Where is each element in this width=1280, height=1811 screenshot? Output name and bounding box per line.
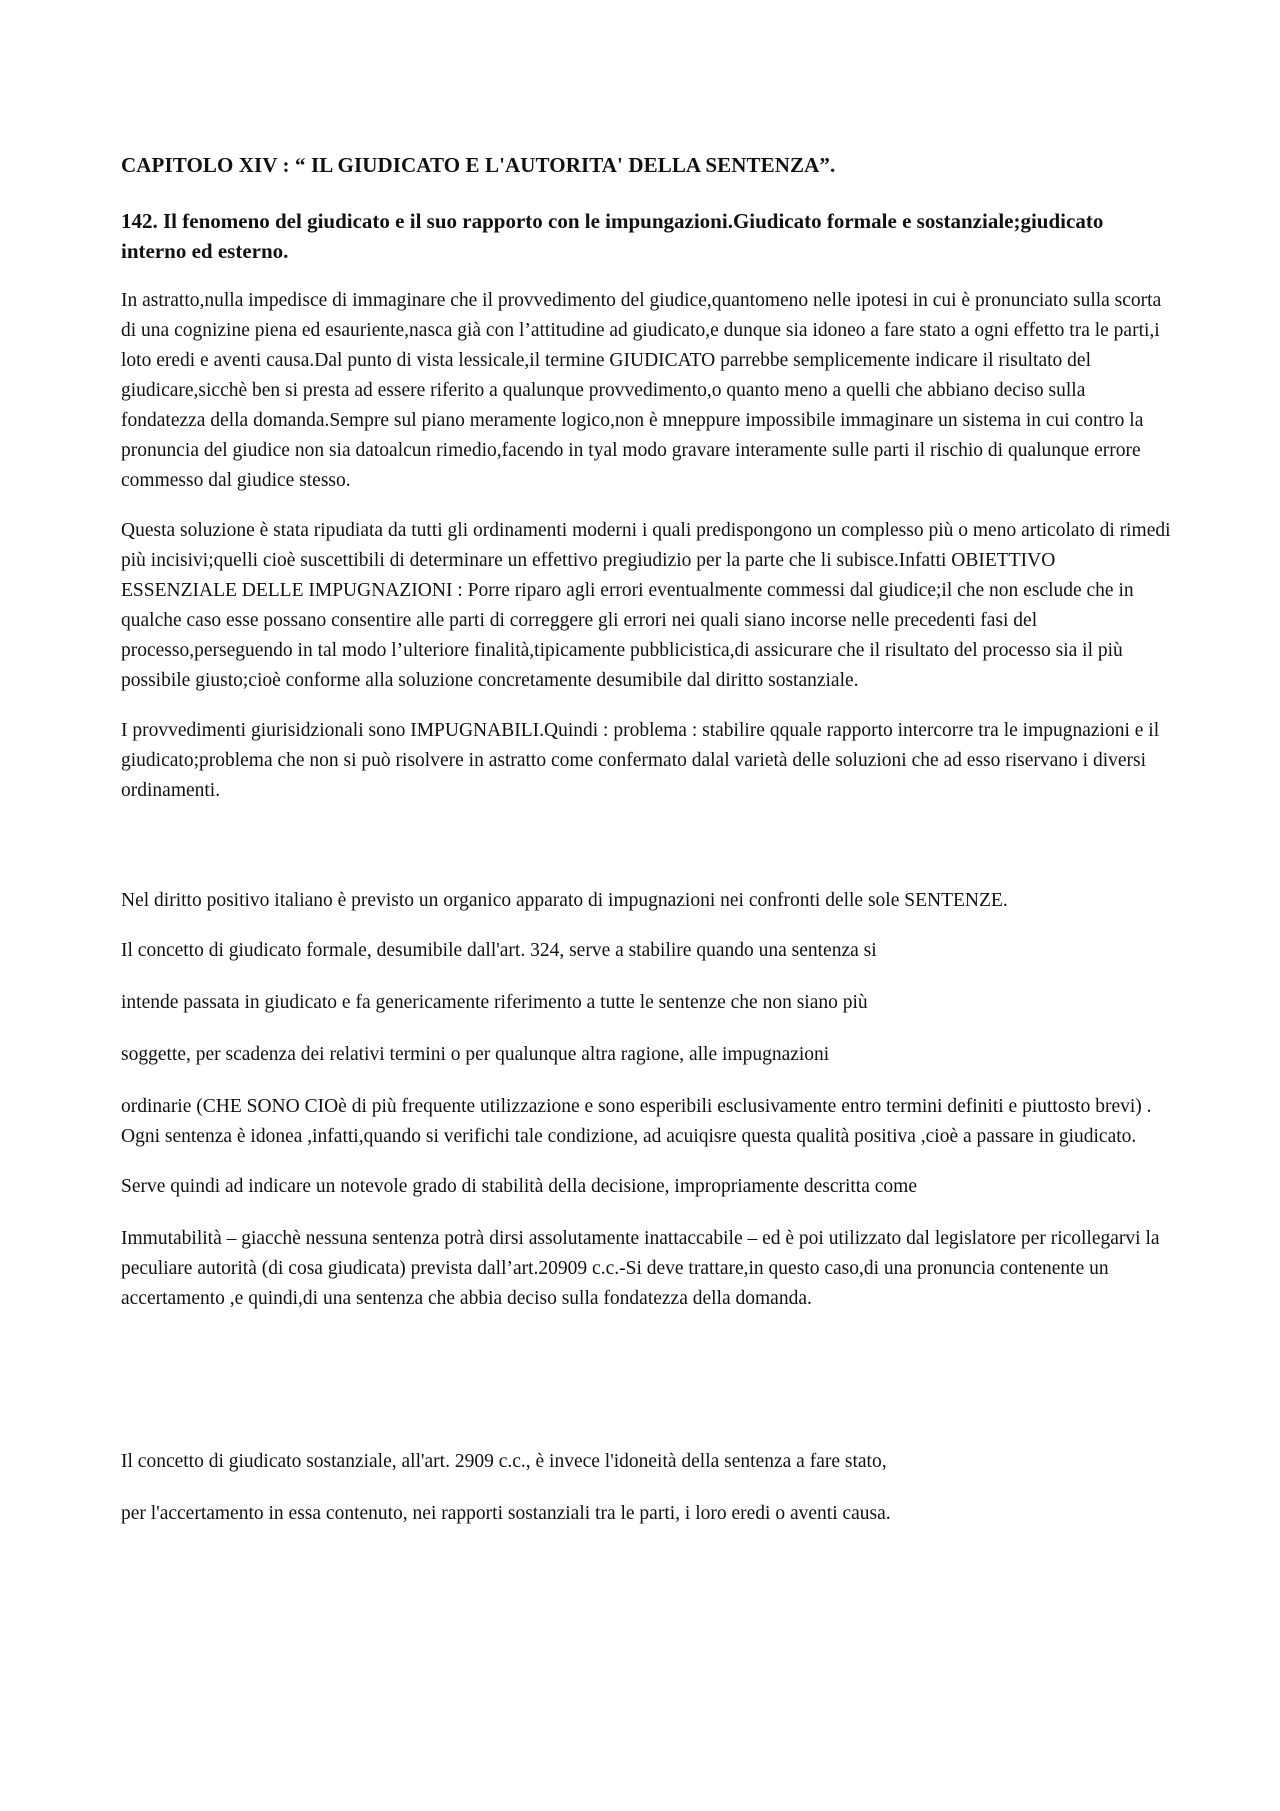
paragraph: intende passata in giudicato e fa genericamente riferimento a tutte le sentenze che non siano più	[121, 992, 868, 1013]
paragraph: Il concetto di giudicato formale, desumibile dall'art. 324, serve a stabilire quando una sentenza si	[121, 940, 877, 961]
paragraph: Serve quindi ad indicare un notevole grado di stabilità della decisione, impropriamente descritta come	[121, 1176, 917, 1197]
paragraph: Questa soluzione è stata ripudiata da tutti gli ordinamenti moderni i quali predispongono un complesso più o meno articolato di rimedi più incisivi;quelli cioè suscettibili di determinare un effettivo pregiudizio per la parte che li subisce.Infatti OBIETTIVO ESSENZIALE DELLE IMPUGNAZIONI : Porre riparo agli errori eventualmente commessi dal giudice;il che non esclude che in qualche caso esse possano consentire alle parti di correggere gli errori nei quali siano incorse nelle precedenti fasi del processo,perseguendo in tal modo l’ulteriore finalità,tipicamente pubblicistica,di assicurare che il risultato del processo sia il più possibile giusto;cioè conforme alla soluzione concretamente desumibile dal diritto sostanziale.	[121, 520, 1171, 691]
paragraph: Immutabilità – giacchè nessuna sentenza potrà dirsi assolutamente inattaccabile – ed è poi utilizzato dal legislatore per ricollegarvi la peculiare autorità (di cosa giudicata) prevista dall’art.20909 c.c.-Si deve trattare,in questo caso,di una pronuncia contenente un accertamento ,e quindi,di una sentenza che abbia deciso sulla fondatezza della domanda.	[121, 1228, 1160, 1309]
paragraph: In astratto,nulla impedisce di immaginare che il provvedimento del giudice,quantomeno nelle ipotesi in cui è pronunciato sulla scorta di una cognizine piena ed esauriente,nasca già con l’attitudine ad giudicato,e dunque sia idoneo a fare stato a ogni effetto tra le parti,i loto eredi e aventi causa.Dal punto di vista lessicale,il termine GIUDICATO parrebbe semplicemente indicare il risultato del giudicare,sicchè ben si presta ad essere riferito a qualunque provvedimento,o quanto meno a quelli che abbiano deciso sulla fondatezza della domanda.Sempre sul piano meramente logico,non è mneppure impossibile immaginare un sistema in cui contro la pronuncia del giudice non sia datoalcun rimedio,facendo in tyal modo gravare interamente sulle parti il rischio di qualunque errore commesso dal giudice stesso.	[121, 290, 1162, 491]
chapter-title: CAPITOLO XIV : “ IL GIUDICATO E L'AUTORITA' DELLA SENTENZA”.	[121, 153, 836, 177]
section-title: 142. Il fenomeno del giudicato e il suo rapporto con le impungazioni.Giudicato formale e sostanziale;giudicato interno ed esterno.	[121, 209, 1104, 263]
paragraph: Nel diritto positivo italiano è previsto un organico apparato di impugnazioni nei confronti delle sole SENTENZE.	[121, 890, 1008, 911]
paragraph: soggette, per scadenza dei relativi termini o per qualunque altra ragione, alle impugnazioni	[121, 1044, 830, 1065]
document-body	[121, 150, 1171, 1549]
paragraph: I provvedimenti giurisidzionali sono IMPUGNABILI.Quindi : problema : stabilire qquale rapporto intercorre tra le impugnazioni e il giudicato;problema che non si può risolvere in astratto come confermato dalal varietà delle soluzioni che ad esso riservano i diversi ordinamenti.	[121, 720, 1160, 801]
paragraph: ordinarie (CHE SONO CIOè di più frequente utilizzazione e sono esperibili esclusivamente entro termini definiti e piuttosto brevi) . Ogni sentenza è idonea ,infatti,quando si verifichi tale condizione, ad acuiqisre questa qualità positiva ,cioè a passare in giudicato.	[121, 1096, 1152, 1147]
paragraph: per l'accertamento in essa contenuto, nei rapporti sostanziali tra le parti, i loro eredi o aventi causa.	[121, 1503, 891, 1524]
blank-space	[121, 826, 1171, 886]
blank-space	[121, 1334, 1171, 1447]
paragraph: Il concetto di giudicato sostanziale, all'art. 2909 c.c., è invece l'idoneità della sentenza a fare stato,	[121, 1451, 887, 1472]
